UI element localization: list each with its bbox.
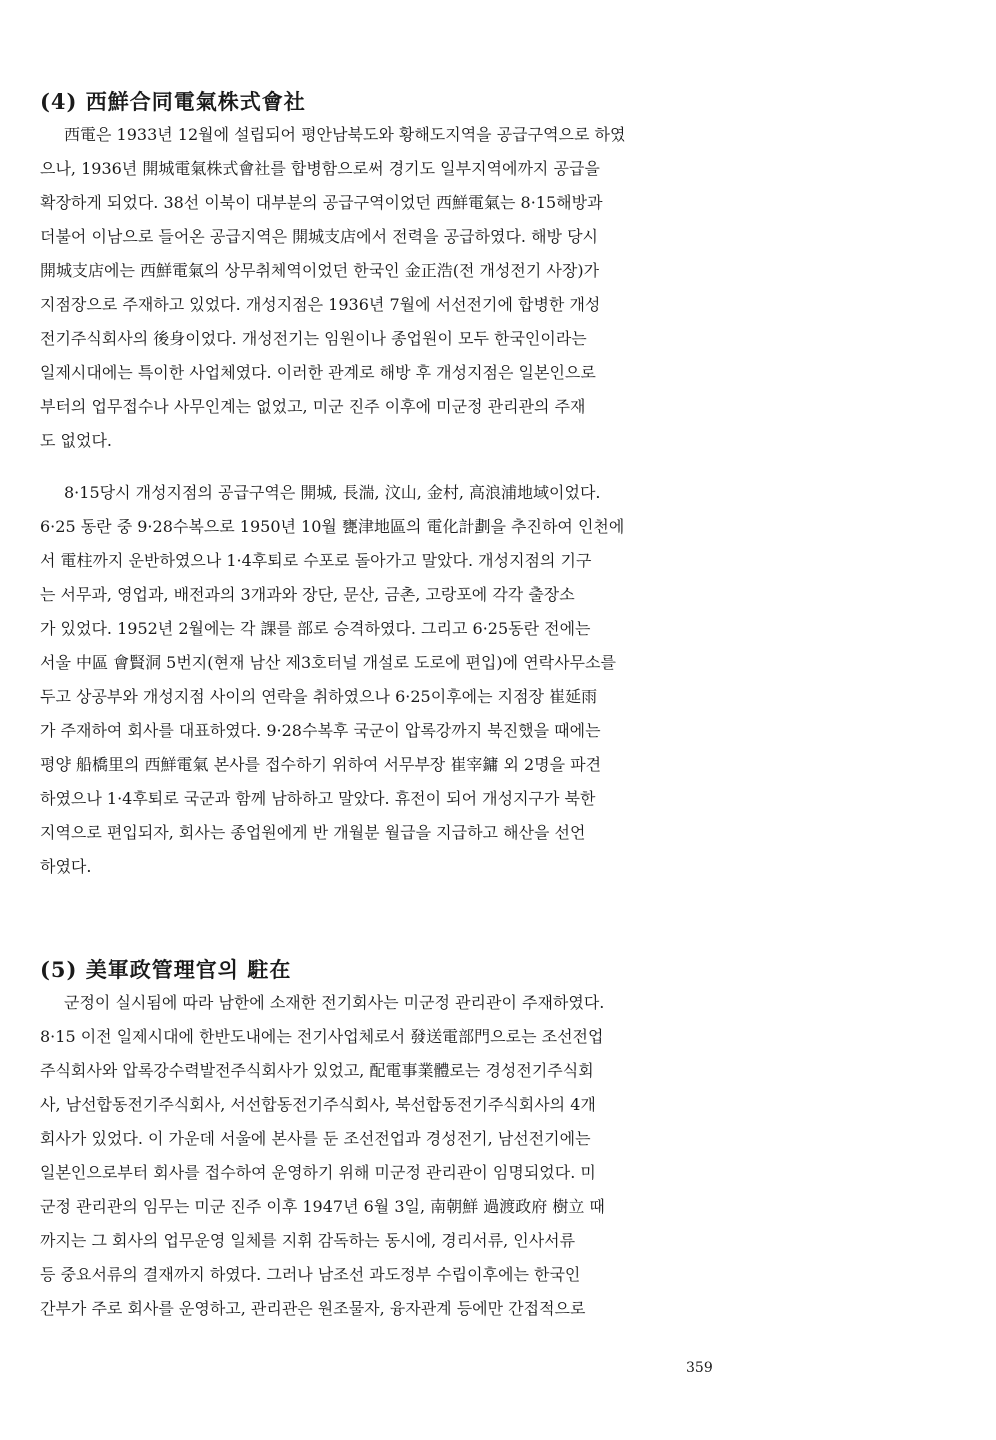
page-number: 359 (686, 1360, 713, 1376)
paragraph-line: 회사가 있었다. 이 가운데 서울에 본사를 둔 조선전업과 경성전기, 남선전기에는 (40, 1129, 591, 1148)
paragraph-line: 지점장으로 주재하고 있었다. 개성지점은 1936년 7월에 서선전기에 합병한 개성 (40, 295, 601, 314)
paragraph-line: 하였다. (40, 857, 92, 876)
section-5-heading: (5) 美軍政管理官의 駐在 (40, 957, 292, 982)
paragraph-line: 사, 남선합동전기주식회사, 서선합동전기주식회사, 북선합동전기주식회사의 4개 (40, 1095, 596, 1114)
paragraph-line: 서 電柱까지 운반하였으나 1·4후퇴로 수포로 돌아가고 말았다. 개성지점의 기구 (40, 551, 592, 570)
paragraph-line: 군정 관리관의 임무는 미군 진주 이후 1947년 6월 3일, 南朝鮮 過渡政府 樹立 때 (40, 1197, 605, 1216)
paragraph-line: 확장하게 되었다. 38선 이북이 대부분의 공급구역이었던 西鮮電氣는 8·15해방과 (40, 193, 603, 212)
paragraph-line: 간부가 주로 회사를 운영하고, 관리관은 원조물자, 융자관계 등에만 간접적으로 (40, 1299, 586, 1318)
paragraph-line: 6·25 동란 중 9·28수복으로 1950년 10월 甕津地區의 電化計劃을 추진하여 인천에 (40, 517, 625, 536)
paragraph-line: 평양 船橋里의 西鮮電氣 본사를 접수하기 위하여 서무부장 崔宰鏞 외 2명을 파견 (40, 755, 602, 774)
paragraph-line: 까지는 그 회사의 업무운영 일체를 지휘 감독하는 동시에, 경리서류, 인사서류 (40, 1231, 576, 1250)
paragraph-line: 군정이 실시됨에 따라 남한에 소재한 전기회사는 미군정 관리관이 주재하였다. (64, 993, 605, 1012)
paragraph-line: 도 없었다. (40, 431, 112, 450)
paragraph-line: 두고 상공부와 개성지점 사이의 연락을 취하였으나 6·25이후에는 지점장 崔延雨 (40, 687, 598, 706)
paragraph-line: 가 있었다. 1952년 2월에는 각 課를 部로 승격하였다. 그리고 6·25동란 전에는 (40, 619, 591, 638)
paragraph-line: 8·15 이전 일제시대에 한반도내에는 전기사업체로서 發送電部門으로는 조선전업 (40, 1027, 604, 1046)
paragraph-line: 開城支店에는 西鮮電氣의 상무취체역이었던 한국인 金正浩(전 개성전기 사장)가 (40, 261, 600, 280)
paragraph-line: 하였으나 1·4후퇴로 국군과 함께 남하하고 말았다. 휴전이 되어 개성지구가 북한 (40, 789, 596, 808)
paragraph-line: 등 중요서류의 결재까지 하였다. 그러나 남조선 과도정부 수립이후에는 한국인 (40, 1265, 581, 1284)
paragraph-line: 전기주식회사의 後身이었다. 개성전기는 임원이나 종업원이 모두 한국인이라는 (40, 329, 587, 348)
paragraph-line: 가 주재하여 회사를 대표하였다. 9·28수복후 국군이 압록강까지 북진했을 때에는 (40, 721, 601, 740)
paragraph-line: 으나, 1936년 開城電氣株式會社를 합병함으로써 경기도 일부지역에까지 공급을 (40, 159, 600, 178)
paragraph-line: 일제시대에는 특이한 사업체였다. 이러한 관계로 해방 후 개성지점은 일본인으로 (40, 363, 596, 382)
paragraph-line: 서울 中區 會賢洞 5번지(현재 남산 제3호터널 개설로 도로에 편입)에 연락사무소를 (40, 653, 616, 672)
paragraph-line: 부터의 업무접수나 사무인계는 없었고, 미군 진주 이후에 미군정 관리관의 주재 (40, 397, 586, 416)
section-4-heading: (4) 西鮮合同電氣株式會社 (40, 89, 306, 114)
paragraph-line: 지역으로 편입되자, 회사는 종업원에게 반 개월분 월급을 지급하고 해산을 선언 (40, 823, 586, 842)
paragraph-line: 8·15당시 개성지점의 공급구역은 開城, 長湍, 汶山, 金村, 高浪浦地域이었다. (64, 483, 601, 502)
paragraph-line: 는 서무과, 영업과, 배전과의 3개과와 장단, 문산, 금촌, 고랑포에 각각 출장소 (40, 585, 575, 604)
paragraph-line: 더불어 이남으로 들어온 공급지역은 開城支店에서 전력을 공급하였다. 해방 당시 (40, 227, 598, 246)
paragraph-line: 西電은 1933년 12월에 설립되어 평안남북도와 황해도지역을 공급구역으로 하였 (64, 125, 626, 144)
paragraph-line: 일본인으로부터 회사를 접수하여 운영하기 위해 미군정 관리관이 임명되었다. 미 (40, 1163, 596, 1182)
paragraph-line: 주식회사와 압록강수력발전주식회사가 있었고, 配電事業體로는 경성전기주식회 (40, 1061, 594, 1080)
